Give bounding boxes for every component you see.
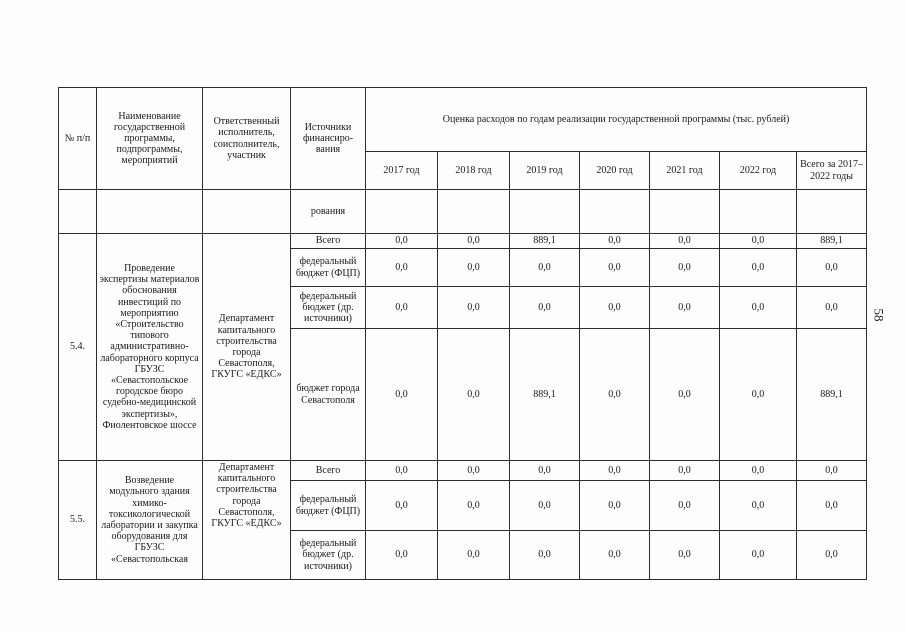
row-responsible: Департамент капитального строительства города Севастополя, ГКУГС «ЕДКС» bbox=[203, 234, 291, 461]
cell-value: 0,0 bbox=[720, 329, 797, 461]
cell-value: 0,0 bbox=[510, 531, 580, 580]
cell-value: 0,0 bbox=[580, 234, 650, 249]
cell-value: 889,1 bbox=[797, 234, 867, 249]
cell-value: 0,0 bbox=[580, 287, 650, 329]
row-source: Всего bbox=[291, 461, 366, 481]
cell-value: 0,0 bbox=[580, 461, 650, 481]
cell-value: 0,0 bbox=[510, 461, 580, 481]
cell-value: 0,0 bbox=[797, 481, 867, 531]
row-source: Всего bbox=[291, 234, 366, 249]
budget-table bbox=[58, 87, 867, 580]
header-year-2017: 2017 год bbox=[366, 152, 438, 190]
row-source: федеральный бюджет (др. источники) bbox=[291, 287, 366, 329]
cell-value: 0,0 bbox=[580, 481, 650, 531]
cell-value: 0,0 bbox=[650, 249, 720, 287]
cell-value: 0,0 bbox=[580, 329, 650, 461]
cell-value: 0,0 bbox=[438, 531, 510, 580]
cell-value: 0,0 bbox=[580, 249, 650, 287]
cell-value: 0,0 bbox=[366, 461, 438, 481]
header-year-2021: 2021 год bbox=[650, 152, 720, 190]
cell-value: 889,1 bbox=[797, 329, 867, 461]
header-row-1 bbox=[59, 88, 867, 152]
header-year-2022: 2022 год bbox=[720, 152, 797, 190]
header-year-2019: 2019 год bbox=[510, 152, 580, 190]
cell-value: 0,0 bbox=[438, 249, 510, 287]
cell-value: 0,0 bbox=[510, 287, 580, 329]
cell-value: 0,0 bbox=[366, 234, 438, 249]
header-year-2018: 2018 год bbox=[438, 152, 510, 190]
row-source: бюджет города Севастополя bbox=[291, 329, 366, 461]
cell-value: 0,0 bbox=[438, 481, 510, 531]
cell-value: 0,0 bbox=[720, 234, 797, 249]
cell-value: 0,0 bbox=[720, 249, 797, 287]
row-name: Проведение экспертизы материалов обоснования инвестиций по мероприятию «Строительство типового административно-лабораторного корпуса ГБУЗС «Севастопольское городское бюро судебно-медицинской экспертизы», Фиолентовское шоссе bbox=[97, 234, 203, 461]
table-row bbox=[59, 234, 867, 249]
cell-value: 0,0 bbox=[366, 329, 438, 461]
cell-value: 0,0 bbox=[366, 287, 438, 329]
continuation-source: рования bbox=[291, 190, 366, 234]
cell-value: 0,0 bbox=[438, 234, 510, 249]
cell-value: 0,0 bbox=[438, 329, 510, 461]
cell-value: 0,0 bbox=[720, 531, 797, 580]
page-number: 58 bbox=[871, 308, 887, 322]
header-year-total: Всего за 2017–2022 годы bbox=[797, 152, 867, 190]
cell-value: 0,0 bbox=[438, 461, 510, 481]
cell-value: 0,0 bbox=[797, 249, 867, 287]
header-source: Источники финансиро-вания bbox=[291, 88, 366, 190]
row-responsible: Департамент капитального строительства города Севастополя, ГКУГС «ЕДКС» bbox=[203, 461, 291, 580]
header-name: Наименование государственной программы, подпрограммы, мероприятий bbox=[97, 88, 203, 190]
row-source: федеральный бюджет (ФЦП) bbox=[291, 249, 366, 287]
cell-value: 0,0 bbox=[650, 461, 720, 481]
cell-value: 0,0 bbox=[650, 234, 720, 249]
cell-value: 0,0 bbox=[650, 481, 720, 531]
cell-value: 0,0 bbox=[366, 249, 438, 287]
header-responsible: Ответственный исполнитель, соисполнитель, участник bbox=[203, 88, 291, 190]
cell-value: 0,0 bbox=[650, 329, 720, 461]
cell-value: 0,0 bbox=[720, 287, 797, 329]
row-source: федеральный бюджет (ФЦП) bbox=[291, 481, 366, 531]
header-estimate: Оценка расходов по годам реализации государственной программы (тыс. рублей) bbox=[366, 88, 867, 152]
table-row bbox=[59, 461, 867, 481]
cell-value: 0,0 bbox=[797, 531, 867, 580]
cell-value: 889,1 bbox=[510, 329, 580, 461]
cell-value: 0,0 bbox=[650, 531, 720, 580]
cell-value: 0,0 bbox=[510, 249, 580, 287]
cell-value: 0,0 bbox=[510, 481, 580, 531]
cell-value: 0,0 bbox=[580, 531, 650, 580]
cell-value: 0,0 bbox=[366, 481, 438, 531]
row-num: 5.4. bbox=[59, 234, 97, 461]
continuation-row bbox=[59, 190, 867, 234]
cell-value: 889,1 bbox=[510, 234, 580, 249]
cell-value: 0,0 bbox=[797, 287, 867, 329]
row-num: 5.5. bbox=[59, 461, 97, 580]
cell-value: 0,0 bbox=[438, 287, 510, 329]
cell-value: 0,0 bbox=[797, 461, 867, 481]
row-name: Возведение модульного здания химико-токсикологической лаборатории и закупка оборудования для ГБУЗС «Севастопольская bbox=[97, 461, 203, 580]
row-source: федеральный бюджет (др. источники) bbox=[291, 531, 366, 580]
cell-value: 0,0 bbox=[720, 461, 797, 481]
header-year-2020: 2020 год bbox=[580, 152, 650, 190]
cell-value: 0,0 bbox=[366, 531, 438, 580]
cell-value: 0,0 bbox=[720, 481, 797, 531]
header-num: № п/п bbox=[59, 88, 97, 190]
cell-value: 0,0 bbox=[650, 287, 720, 329]
